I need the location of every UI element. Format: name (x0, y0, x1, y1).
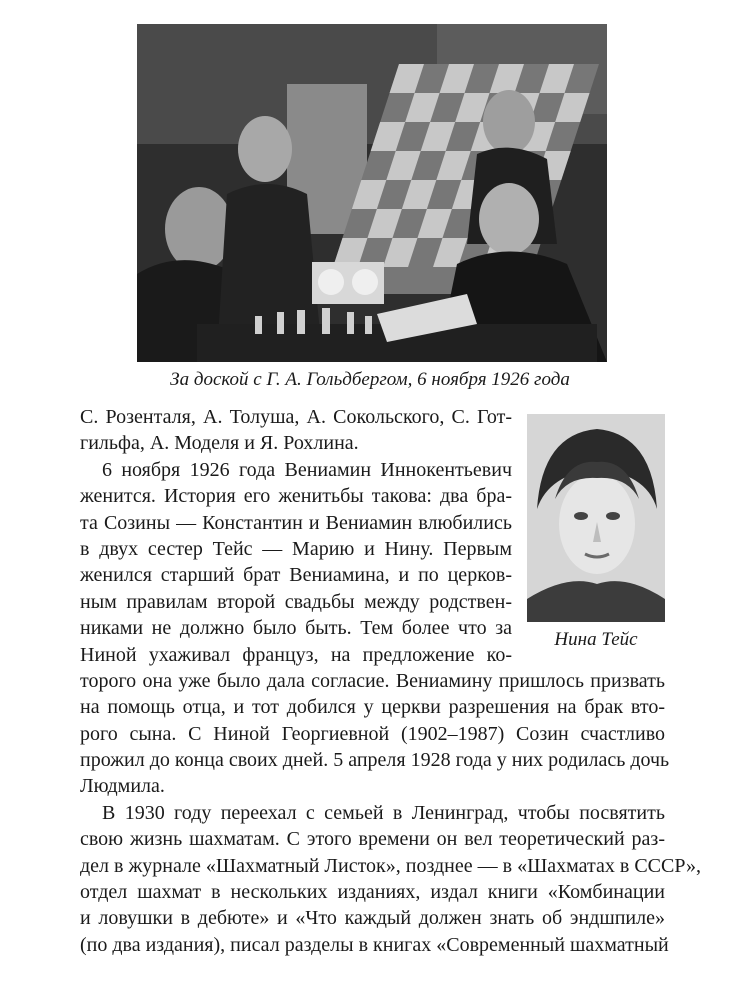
text-line: свою жизнь шахматам. С этого времени он вел теоретический раз- (80, 828, 665, 851)
text-line: Людмила. (80, 775, 165, 798)
text-line: женился старший брат Вениамина, и по церков- (80, 564, 512, 587)
text-line: и ловушки в дебюте» и «Что каждый должен знать об эндшпиле» (80, 907, 665, 930)
text-line: женится. История его женитьбы такова: два бра- (80, 485, 512, 508)
text-line: та Созины — Константин и Вениамин влюбились (80, 511, 512, 534)
body-text (80, 404, 701, 958)
text-line: никами не должно было быть. Тем более что за (80, 617, 512, 640)
text-line: С. Розенталя, А. Толуша, А. Сокольского, С. Гот- (80, 406, 512, 428)
text-line: (по два издания), писал разделы в книгах «Современный шахматный (80, 933, 669, 956)
text-line: В 1930 году переехал с семьей в Ленинград, чтобы посвятить (102, 801, 665, 824)
chess-players-photo (137, 24, 607, 362)
text-line: на помощь отца, и тот добился у церкви разрешения на брак вто- (80, 696, 665, 719)
portrait-caption: Нина Тейс (554, 629, 638, 650)
text-line: отдел шахмат в нескольких изданиях, издал книги «Комбинации (80, 881, 665, 904)
text-line: ным правилам второй свадьбы между родствен- (80, 590, 512, 613)
text-line: рого сына. С Ниной Георгиевной (1902–1987) Созин счастливо (80, 722, 665, 745)
text-line: в двух сестер Тейс — Марию и Нину. Первым (80, 537, 512, 560)
text-line: гильфа, А. Моделя и Я. Рохлина. (80, 432, 359, 455)
top-photo-caption: За доской с Г. А. Гольдбергом, 6 ноября 1926 года (170, 369, 570, 390)
text-line: торого она уже было дала согласие. Вениамину пришлось призвать (80, 669, 665, 692)
text-line: 6 ноября 1926 года Вениамин Иннокентьевич (102, 458, 512, 481)
text-line: Ниной ухаживал француз, на предложение ко- (80, 643, 512, 666)
text-line: дел в журнале «Шахматный Листок», позднее — в «Шахматах в СССР», (80, 854, 701, 877)
text-line: прожил до конца своих дней. 5 апреля 1928 года у них родилась дочь (80, 749, 670, 772)
